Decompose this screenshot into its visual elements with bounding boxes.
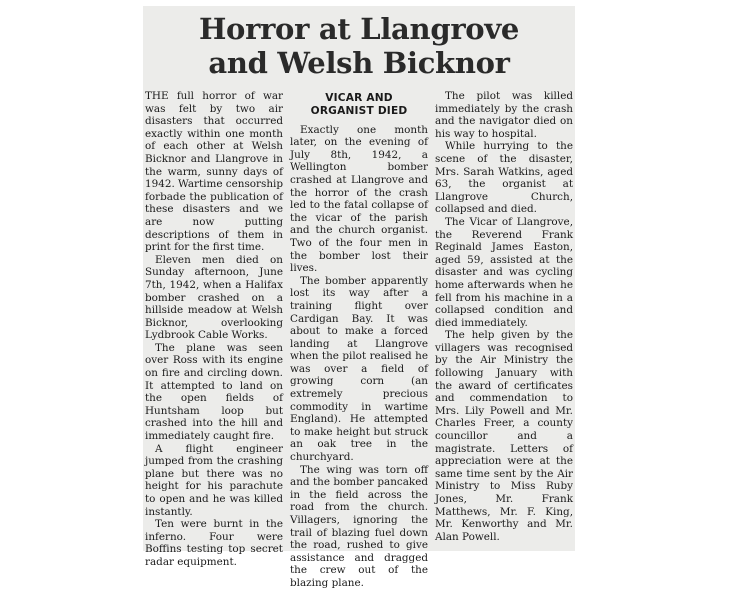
paragraph: Eleven men died on Sunday afternoon, June 7th, 1942, when a Halifax bomber crashed on a hillside meadow at Welsh Bicknor, overlooking Lydbrook Cable Works. bbox=[145, 253, 283, 342]
article-columns bbox=[145, 90, 573, 589]
column-2 bbox=[290, 90, 428, 589]
paragraph: While hurrying to the scene of the disaster, Mrs. Sarah Watkins, aged 63, the organist at Llangrove Church, collapsed and died. bbox=[435, 140, 573, 216]
paragraph: The plane was seen over Ross with its engine on fire and circling down. It attempted to land on the open fields of Huntsham loop but crashed into the hill and immediately caught fire. bbox=[145, 341, 283, 443]
paragraph: THE full horror of war was felt by two air disasters that occurred exactly within one month of each other at Welsh Bicknor and Llangrove in the warm, sunny days of 1942. Wartime censorship forbade the publication of these disasters and we are now putting descriptions of them in print for the first time. bbox=[145, 90, 284, 254]
paragraph: A flight engineer jumped from the crashing plane but there was no height for his parachute to open and he was killed instantly. bbox=[145, 442, 283, 518]
paragraph: The help given by the villagers was recognised by the Air Ministry the following January with the award of certificates and commendation to Mrs. Lily Powell and Mr. Charles Freer, a county councillor and a magistrate. Letters of appreciation were at the same time sent by the Air Ministry to Miss Ruby Jones, Mr. Frank Matthews, Mr. F. King, Mr. Kenworthy and Mr. Alan Powell. bbox=[435, 329, 573, 543]
paragraph: The wing was torn off and the bomber pancaked in the field across the road from the church. Villagers, ignoring the trail of blazing fuel down the road, rushed to give assistance and dragged the crew out of the blazing plane. bbox=[290, 463, 428, 589]
paragraph: Ten were burnt in the inferno. Four were Boffins testing top secret radar equipment. bbox=[145, 518, 283, 568]
headline-line-1: Horror at Llangrove bbox=[198, 12, 520, 46]
column-3 bbox=[435, 90, 573, 551]
headline bbox=[143, 12, 575, 80]
paragraph: The pilot was killed immediately by the crash and the navigator died on his way to hospital. bbox=[435, 90, 573, 140]
newspaper-clipping bbox=[143, 6, 575, 589]
subheading-line-1: VICAR AND bbox=[325, 92, 393, 104]
paragraph: The bomber apparently lost its way after a training flight over Cardigan Bay. It was about to make a forced landing at Llangrove when the pilot realised he was over a field of growing corn (an extremely precious commodity in wartime England). He attempted to make height but struck an oak tree in the churchyard. bbox=[290, 274, 428, 464]
subheading bbox=[290, 92, 428, 118]
column-1 bbox=[145, 90, 284, 568]
paragraph: The Vicar of Llangrove, the Reverend Frank Reginald James Easton, aged 59, assisted at the disaster and was cycling home afterwards when he fell from his machine in a collapsed condition and died immediately. bbox=[435, 215, 573, 329]
subheading-line-2: ORGANIST DIED bbox=[310, 104, 408, 117]
headline-line-2: and Welsh Bicknor bbox=[208, 46, 510, 80]
paragraph: Exactly one month later, on the evening of July 8th, 1942, a Wellington bomber crashed at Llangrove and the horror of the crash led to the fatal collapse of the vicar of the parish and the church organist. Two of the four men in the bomber lost their lives. bbox=[290, 123, 428, 275]
